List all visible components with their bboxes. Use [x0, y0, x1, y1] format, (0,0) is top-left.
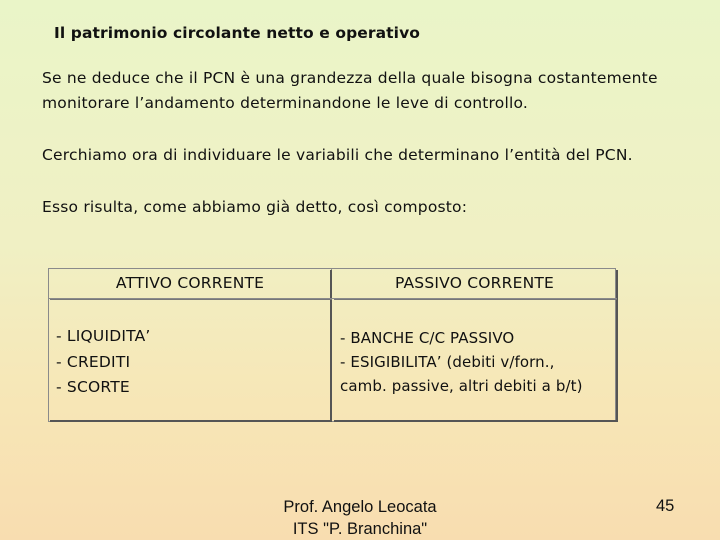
- attivo-corrente-header: ATTIVO CORRENTE: [115, 274, 265, 292]
- passivo-corrente-box: [332, 268, 617, 422]
- intro-line-1: Se ne deduce che il PCN è una grandezza della quale bisogna costantemente: [42, 69, 658, 87]
- passivo-corrente-header: PASSIVO CORRENTE: [394, 274, 555, 292]
- composition-paragraph: Esso risulta, come abbiamo già detto, così composto:: [42, 198, 468, 216]
- list-item: - ESIGIBILITA’ (debiti v/forn.,: [340, 353, 555, 371]
- variables-paragraph: Cerchiamo ora di individuare le variabili che determinano l’entità del PCN.: [42, 146, 633, 164]
- slide-title: Il patrimonio circolante netto e operativo: [54, 24, 421, 42]
- header-divider-shadow: [334, 299, 617, 300]
- attivo-corrente-box: [48, 268, 332, 422]
- passivo-items: [340, 326, 583, 398]
- list-item: - LIQUIDITA’: [56, 327, 151, 345]
- footer-author: [255, 496, 465, 540]
- list-item: - BANCHE C/C PASSIVO: [340, 329, 515, 347]
- list-item: camb. passive, altri debiti a b/t): [340, 377, 583, 395]
- intro-paragraph: [42, 66, 658, 116]
- list-item: - SCORTE: [56, 378, 130, 396]
- box-shadow: [50, 420, 332, 422]
- attivo-items: [56, 324, 151, 401]
- page-number: 45: [656, 497, 675, 515]
- intro-line-2: monitorare l’andamento determinandone le leve di controllo.: [42, 94, 529, 112]
- box-shadow: [334, 420, 617, 422]
- footer-author-name: Prof. Angelo Leocata: [283, 498, 437, 516]
- footer-school: ITS "P. Branchina": [292, 520, 428, 538]
- list-item: - CREDITI: [56, 352, 131, 371]
- box-shadow: [616, 270, 618, 422]
- header-divider-shadow: [50, 299, 332, 300]
